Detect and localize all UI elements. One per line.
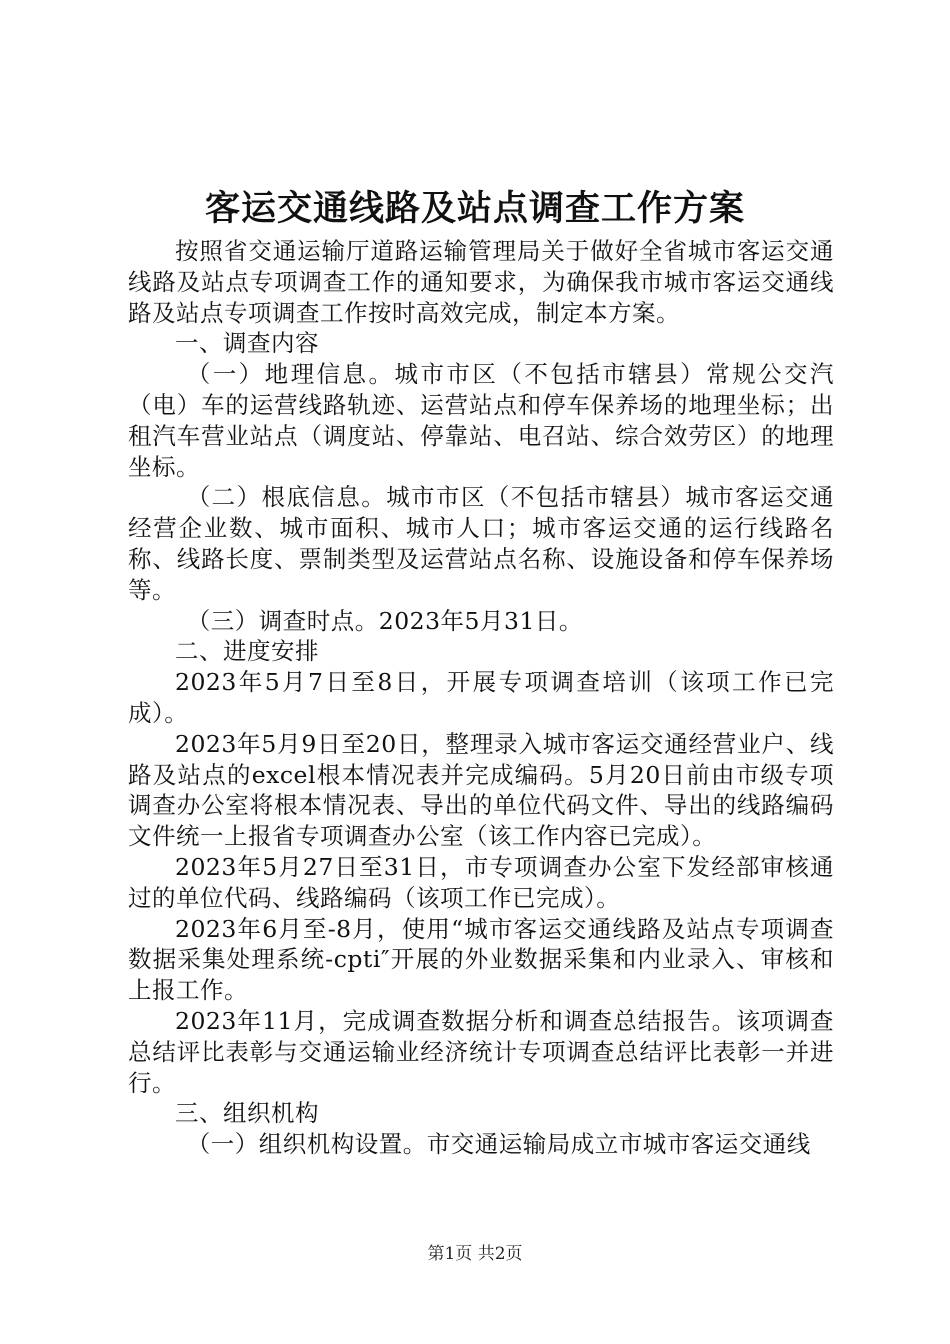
paragraph-geographic-info: （一）地理信息。城市市区（不包括市辖县）常规公交汽（电）车的运营线路轨迹、运营站点和停车保养场的地理坐标；出租汽车营业站点（调度站、停靠站、电召站、综合效劳区）的地理坐标。 — [128, 360, 834, 481]
paragraph-basic-info: （二）根底信息。城市市区（不包括市辖县）城市客运交通经营企业数、城市面积、城市人口；城市客运交通的运行线路名称、线路长度、票制类型及运营站点名称、设施设备和停车保养场等。 — [128, 483, 834, 604]
page-number-footer: 第1页 共2页 — [427, 1244, 523, 1264]
paragraph-organization-setup: （一）组织机构设置。市交通运输局成立市城市客运交通线 — [186, 1130, 811, 1159]
document-title: 客运交通线路及站点调查工作方案 — [204, 188, 745, 229]
section-heading-organization: 三、组织机构 — [175, 1099, 319, 1128]
paragraph-intro: 按照省交通运输厅道路运输管理局关于做好全省城市客运交通线路及站点专项调查工作的通知要求，为确保我市城市客运交通线路及站点专项调查工作按时高效完成，制定本方案。 — [128, 237, 834, 327]
document-body — [128, 236, 834, 1160]
paragraph-schedule-review: 2023年5月27日至31日，市专项调查办公室下发经部审核通过的单位代码、线路编码（该项工作已完成）。 — [128, 852, 834, 912]
paragraph-schedule-data-entry: 2023年5月9日至20日，整理录入城市客运交通经营业户、线路及站点的excel根本情况表并完成编码。5月20日前由市级专项调查办公室将根本情况表、导出的单位代码文件、导出的线路编码文件统一上报省专项调查办公室（该工作内容已完成）。 — [128, 729, 834, 851]
section-heading-survey-content: 一、调查内容 — [175, 329, 319, 358]
paragraph-schedule-collection: 2023年6月至-8月，使用“城市客运交通线路及站点专项调查数据采集处理系统-cpti″开展的外业数据采集和内业录入、审核和上报工作。 — [128, 914, 834, 1005]
paragraph-schedule-training: 2023年5月7日至8日，开展专项调查培训（该项工作已完成）。 — [128, 668, 834, 727]
section-heading-schedule: 二、进度安排 — [175, 637, 319, 666]
paragraph-survey-time: （三）调查时点。2023年5月31日。 — [186, 606, 583, 635]
paragraph-schedule-report: 2023年11月，完成调查数据分析和调查总结报告。该项调查总结评比表彰与交通运输业经济统计专项调查总结评比表彰一并进行。 — [128, 1006, 834, 1097]
